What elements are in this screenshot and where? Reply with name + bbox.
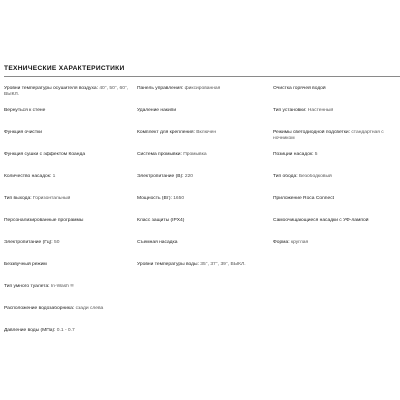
spec-label: Приложение Roca Connect xyxy=(273,196,335,201)
spec-label: Электропитание (В): xyxy=(137,174,184,179)
spec-label: Форма: xyxy=(273,240,290,245)
spec-label: Панель управления: xyxy=(137,86,184,91)
spec-label: Мощность (Вт): xyxy=(137,196,172,201)
spec-item xyxy=(273,262,400,284)
spec-item xyxy=(273,86,400,108)
spec-item xyxy=(4,108,137,130)
spec-item xyxy=(273,196,400,218)
spec-item xyxy=(137,108,273,130)
spec-label: Тип обода: xyxy=(273,174,298,179)
spec-item xyxy=(4,152,137,174)
spec-value: 50 xyxy=(54,240,60,245)
spec-label: Функция сушки с эффектом Коанда xyxy=(4,152,86,157)
spec-value: стандартная с ночником xyxy=(273,130,384,142)
spec-label: Очистка горячей водой xyxy=(273,86,326,91)
spec-label: Количество насадок: xyxy=(4,174,52,179)
spec-value: фиксированная xyxy=(184,86,221,91)
spec-label: Тип умного туалета: xyxy=(4,284,50,289)
spec-label: Уровни температуры осушителя воздуха: xyxy=(4,86,98,91)
spec-item xyxy=(137,284,273,306)
spec-label: Вернуться к стене xyxy=(4,108,46,113)
spec-label: Комплект для крепления: xyxy=(137,130,195,135)
spec-item xyxy=(137,152,273,174)
spec-label: Электропитание (Гц): xyxy=(4,240,53,245)
spec-item xyxy=(273,108,400,130)
spec-label: Самоочищающиеся насадки с УФ-лампой xyxy=(273,218,369,223)
section-title: ТЕХНИЧЕСКИЕ ХАРАКТЕРИСТИКИ xyxy=(4,65,125,72)
spec-item xyxy=(137,130,273,152)
spec-item xyxy=(137,328,273,350)
spec-item xyxy=(4,240,137,262)
spec-value: Горизонтальный xyxy=(32,196,71,201)
spec-item xyxy=(273,218,400,240)
spec-label: Тип установки: xyxy=(273,108,307,113)
spec-item xyxy=(137,86,273,108)
spec-value: сзади слева xyxy=(75,306,104,311)
spec-item xyxy=(273,240,400,262)
title-divider xyxy=(4,76,400,77)
spec-label: Система промывки: xyxy=(137,152,182,157)
spec-item xyxy=(273,306,400,328)
spec-label: Расположение водозаборника: xyxy=(4,306,75,311)
spec-value: 0.1 - 0.7 xyxy=(56,328,75,333)
spec-value: In-Wash ® xyxy=(50,284,74,289)
spec-item xyxy=(4,262,137,284)
spec-item xyxy=(273,130,400,152)
spec-label: Съемная насадка xyxy=(137,240,178,245)
spec-value: Промывка xyxy=(183,152,207,157)
spec-item xyxy=(4,328,137,350)
spec-item xyxy=(4,86,137,108)
spec-value: 40°, 50°, 60°, ВЫКЛ. xyxy=(4,86,129,98)
spec-label: Тип выхода: xyxy=(4,196,32,201)
spec-label: Класс защиты (IPX4) xyxy=(137,218,185,223)
spec-value: Безободковый xyxy=(298,174,332,179)
spec-value: круглая xyxy=(290,240,309,245)
spec-label: Персонализированные программы xyxy=(4,218,84,223)
spec-label: Беззвучный режим xyxy=(4,262,47,267)
spec-item xyxy=(4,174,137,196)
spec-item xyxy=(137,240,273,262)
spec-item xyxy=(137,306,273,328)
spec-label: Позиции насадок: xyxy=(273,152,314,157)
spec-label: Функция очистки xyxy=(4,130,42,135)
spec-item xyxy=(273,284,400,306)
spec-label: Давление воды (МПа): xyxy=(4,328,56,333)
spec-table xyxy=(4,86,400,350)
spec-label: Удаление накипи xyxy=(137,108,177,113)
spec-value: 220 xyxy=(184,174,194,179)
spec-value: 1 xyxy=(52,174,56,179)
spec-item xyxy=(137,262,273,284)
spec-label: Режимы светодиодной подсветки: xyxy=(273,130,350,135)
spec-item xyxy=(4,196,137,218)
spec-item xyxy=(273,174,400,196)
spec-item xyxy=(137,218,273,240)
spec-label: Уровни температуры воды: xyxy=(137,262,199,267)
spec-item xyxy=(4,306,137,328)
spec-item xyxy=(4,284,137,306)
spec-value: 5 xyxy=(314,152,318,157)
spec-value: 35°, 37°, 39°, ВЫКЛ. xyxy=(200,262,246,267)
spec-item xyxy=(4,130,137,152)
spec-value: 1650 xyxy=(173,196,185,201)
spec-value: Включен xyxy=(196,130,217,135)
spec-item xyxy=(4,218,137,240)
spec-item xyxy=(137,174,273,196)
spec-item xyxy=(137,196,273,218)
spec-item xyxy=(273,152,400,174)
spec-value: Настенный xyxy=(307,108,334,113)
spec-item xyxy=(273,328,400,350)
